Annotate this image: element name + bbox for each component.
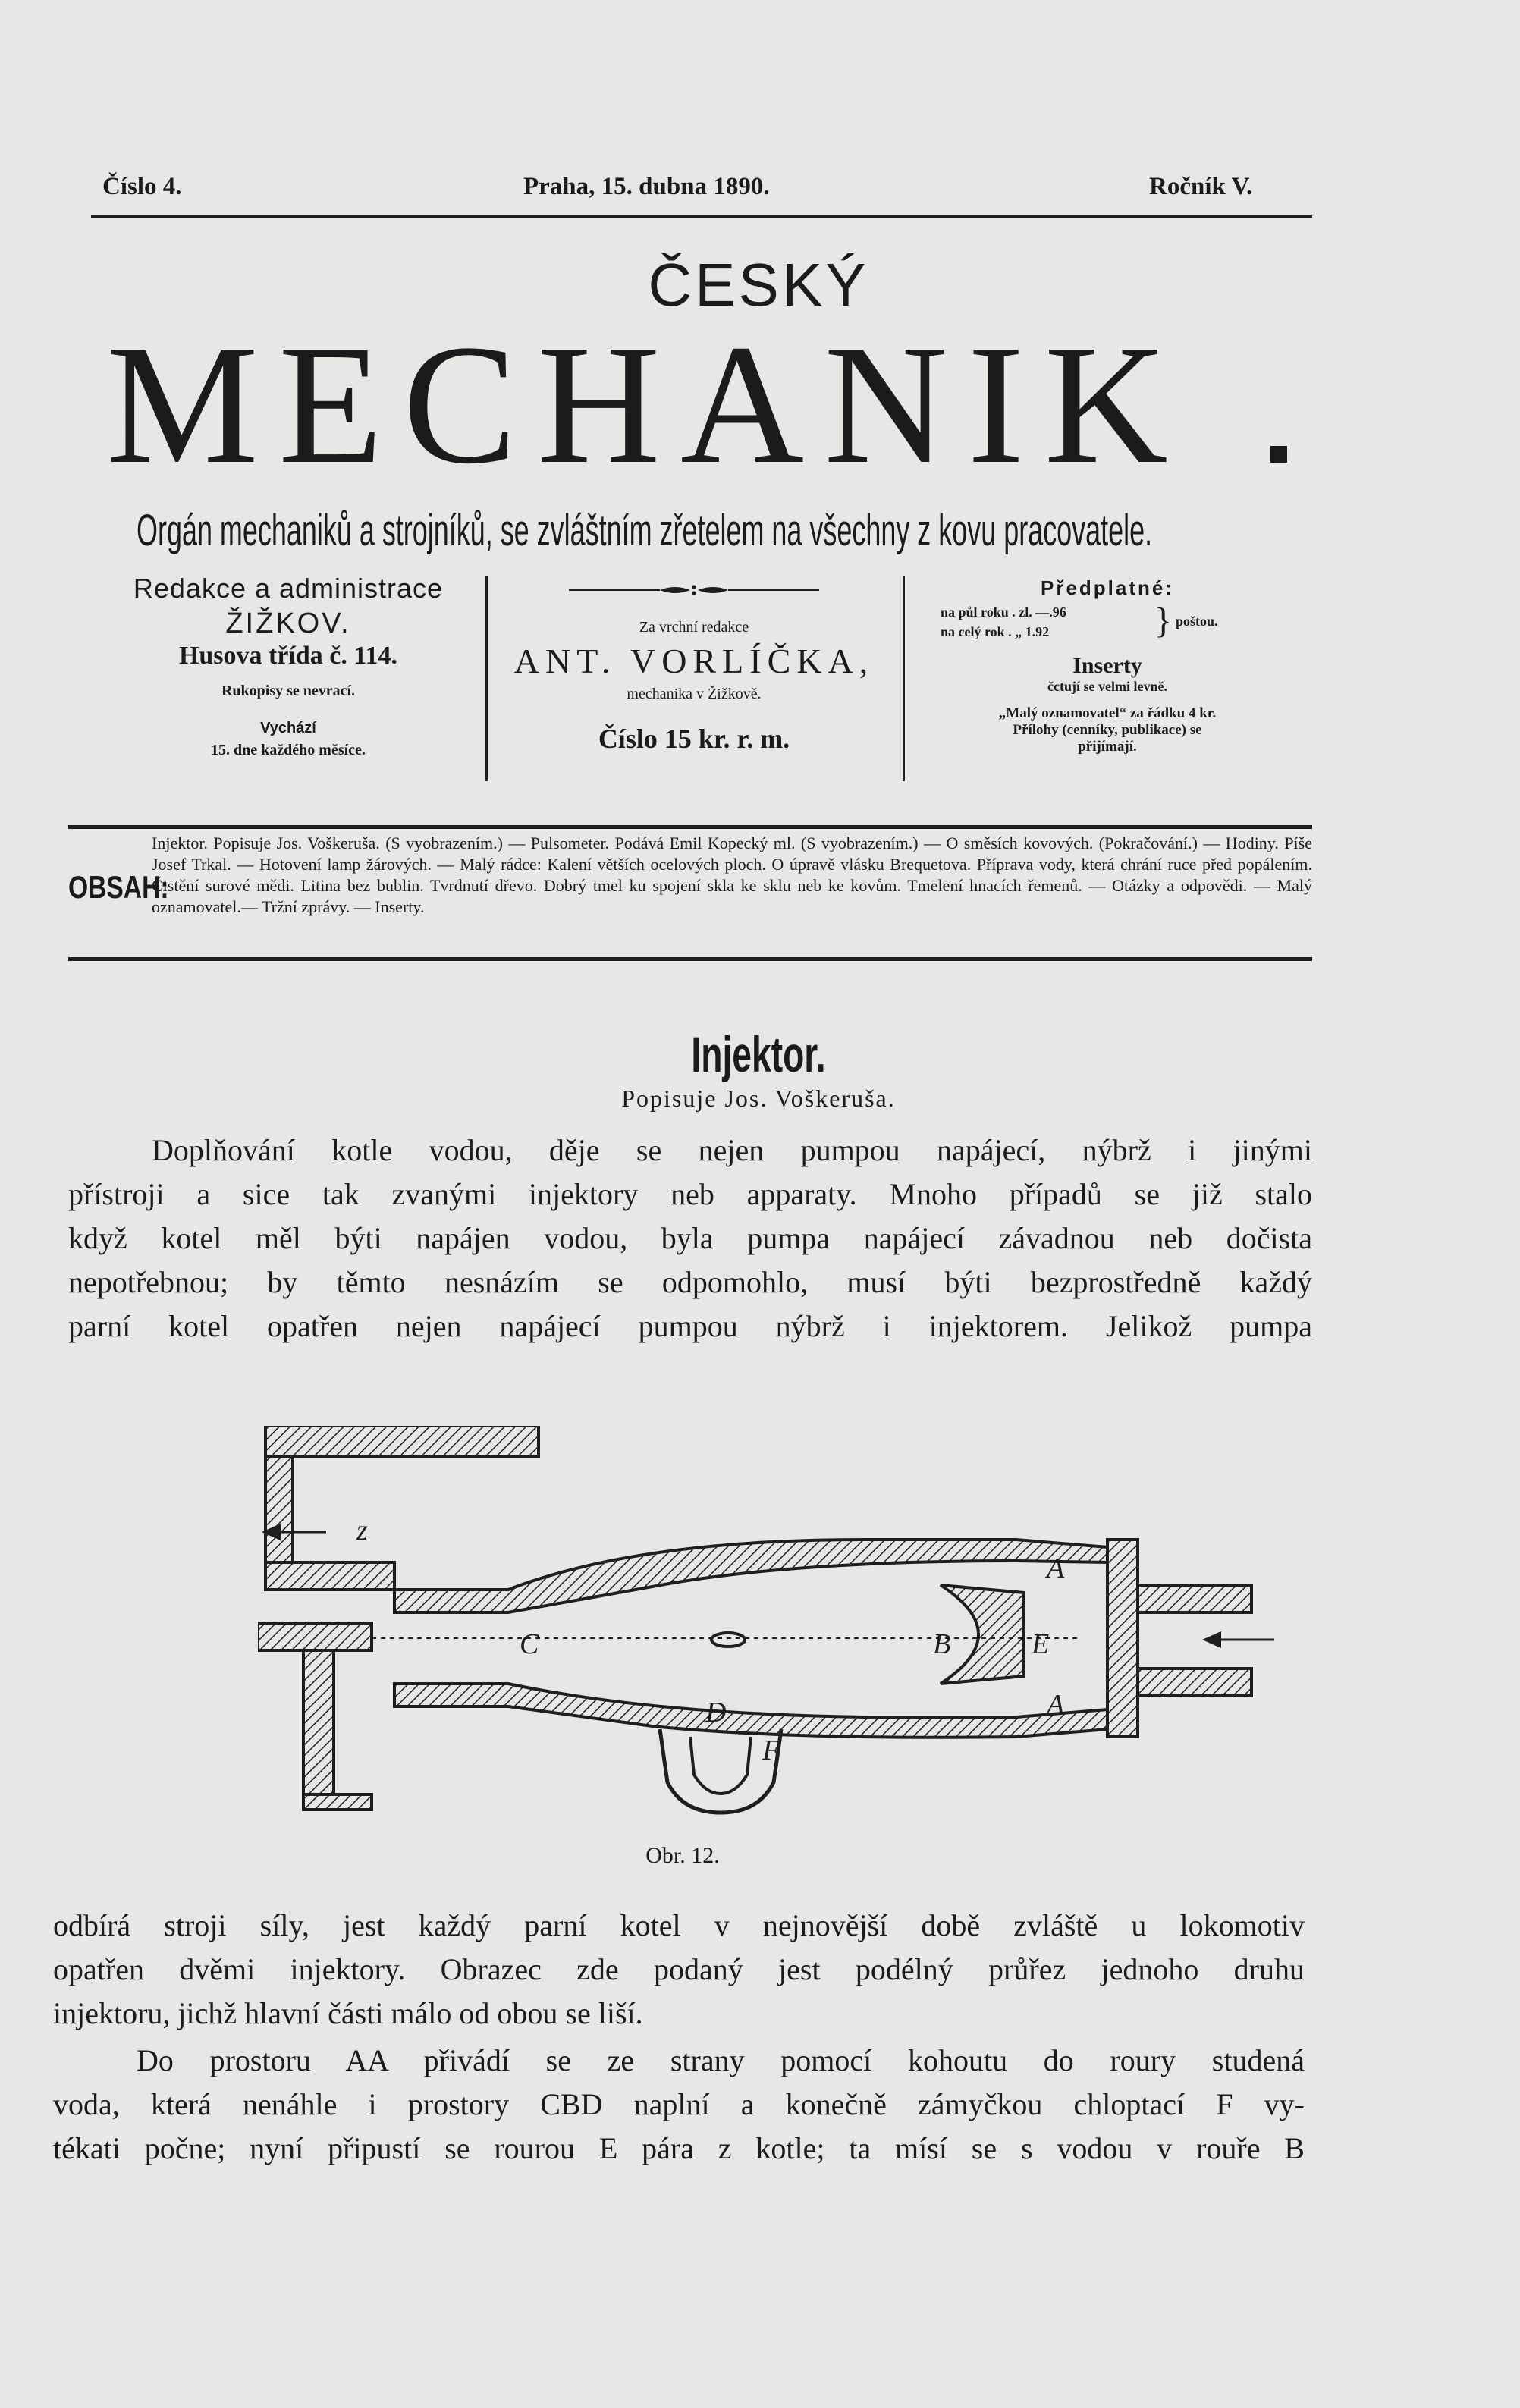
masthead-dot (1270, 446, 1287, 463)
masthead-title: MECHANIK (106, 309, 1188, 499)
masthead-top: ČESKÝ (648, 251, 869, 319)
office-line2: ŽIŽKOV. (225, 607, 351, 639)
brace: } (1154, 601, 1173, 641)
label-c: C (520, 1628, 539, 1660)
header-rule (91, 215, 1312, 218)
p1-line: když kotel měl býti napájen vodou, byla pumpa napájecí závadnou neb dočista (68, 1221, 1312, 1255)
office-line4: Rukopisy se nevrací. (221, 683, 356, 699)
contents-text: Injektor. Popisuje Jos. Voškeruša. (S vyobrazením.) — Pulsometer. Podává Emil Kopecký ml. (S vyobrazením.) — O směsích kovových. (Pokračování.) — Hodiny. Píše Josef Trkal. — Hotovení lamp žárových. — Malý rádce: Kalení větších ocelových ploch. O úpravě vlásku Brequetova. Příprava vody, která chrání ruce před popálením. Čistění surové mědi. Litina bez bublin. Tvrdnutí dřevo. Dobrý tmel ku spojení skla ke sklu neb ke kovům. Tmelení hnacích řemenů. — Otázky a odpovědi. — Malý oznamovatel.— Tržní zprávy. — Inserty. (152, 834, 1312, 916)
inserts-line4: přijímají. (1078, 739, 1137, 755)
contents-rule-top (68, 825, 1312, 829)
contents (68, 833, 1312, 954)
office-line1: Redakce a administrace (133, 573, 444, 604)
volume: Ročník V. (1149, 173, 1253, 200)
label-f: F (762, 1735, 780, 1766)
price-half-year: na půl roku . zl. —.96 (941, 604, 1066, 620)
editor-line3: mechanika v Žižkově. (627, 686, 762, 702)
inserts-title: Inserty (1072, 653, 1142, 678)
editor-block (485, 584, 903, 755)
p2-line: odbírá stroji síly, jest každý parní kotel v nejnovější době zvláště u lokomotiv (53, 1908, 1305, 1942)
paragraph-1 (68, 1129, 1312, 1348)
masthead-subtitle: Orgán mechaniků a strojníků, se zvláštním zřetelem na všechny z kovu pracovatele. (137, 506, 1153, 555)
p3-line: voda, která nenáhle i prostory CBD naplní a konečně zámyčkou chloptací F vy- (53, 2087, 1305, 2121)
column-divider-right (903, 576, 905, 781)
p2-line: opatřen dvěmi injektory. Obrazec zde podaný jest podélný průřez jednoho druhu (53, 1952, 1305, 1986)
article-byline: Popisuje Jos. Voškeruša. (621, 1085, 896, 1112)
injector-diagram (258, 1426, 1320, 1820)
office-line3: Husova třída č. 114. (178, 642, 398, 670)
label-a-bottom: A (1047, 1689, 1065, 1721)
p3-line: Do prostoru AA přivádí se ze strany pomocí kohoutu do roury studená (137, 2043, 1305, 2077)
inserts-line2: „Malý oznamovatel“ za řádku 4 kr. (998, 705, 1217, 721)
ornament-icon (569, 584, 819, 596)
price: Číslo 15 kr. r. m. (598, 724, 790, 754)
subscription-block (910, 576, 1305, 755)
place-date: Praha, 15. dubna 1890. (523, 173, 770, 200)
label-d: D (705, 1697, 727, 1728)
paragraph-2 (53, 1904, 1305, 2036)
p1-line: Doplňování kotle vodou, děje se nejen pumpou napájecí, nýbrž i jinými (152, 1133, 1312, 1167)
office-line5: Vychází (260, 720, 316, 736)
figure-caption: Obr. 12. (645, 1843, 720, 1868)
editor-line1: Za vrchní redakce (639, 619, 749, 636)
label-a-top: A (1047, 1552, 1065, 1584)
inserts-line3: Přílohy (cenníky, publikace) se (1013, 722, 1202, 738)
label-e: E (1032, 1628, 1050, 1660)
price-full-year: na celý rok . „ 1.92 (941, 624, 1050, 639)
label-b: B (933, 1628, 951, 1660)
subscription-prices (910, 601, 1305, 647)
article-title: Injektor. (691, 1026, 826, 1082)
inserts-line: čctují se velmi levně. (1047, 679, 1167, 694)
p1-line: přístroji a sice tak zvanými injektory neb apparaty. Mnoho případů se již stalo (68, 1177, 1312, 1211)
editorial-office (91, 573, 485, 759)
p1-line: parní kotel opatřen nejen napájecí pumpou nýbrž i injektorem. Jelikož pumpa (68, 1309, 1312, 1343)
office-line6: 15. dne každého měsíce. (211, 742, 366, 758)
p2-line: injektoru, jichž hlavní části málo od obou se liší. (53, 1996, 643, 2030)
subscription-title: Předplatné: (1040, 576, 1175, 599)
paragraph-3 (53, 2039, 1305, 2171)
p3-line: tékati počne; nyní připustí se rourou E pára z kotle; ta mísí se s vodou v rouře B (53, 2131, 1305, 2165)
postage: poštou. (1176, 614, 1218, 629)
label-z: z (356, 1515, 368, 1546)
contents-rule-bottom (68, 957, 1312, 961)
issue-number: Číslo 4. (102, 173, 182, 200)
contents-label: OBSAH: (68, 869, 169, 905)
ornament (569, 584, 819, 596)
p1-line: nepotřebnou; by těmto nesnázím se odpomohlo, musí býti bezprostředně každý (68, 1265, 1312, 1299)
editor-name: ANT. VORLÍČKA, (513, 642, 875, 680)
